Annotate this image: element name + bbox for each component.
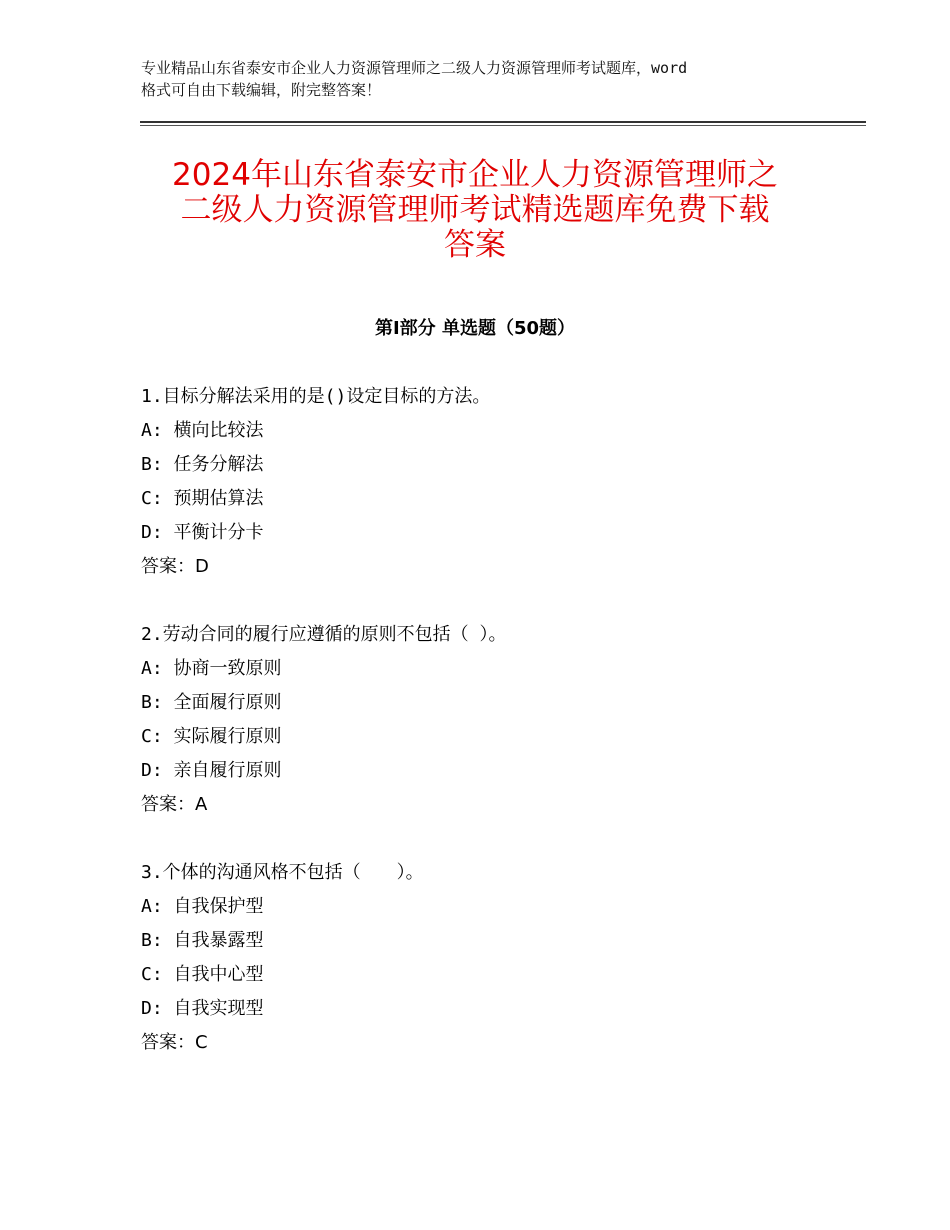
question-answer: 答案：C	[141, 1032, 208, 1053]
question-list	[141, 380, 861, 1094]
title-line: 二级人力资源管理师考试精选题库免费下载	[180, 192, 770, 228]
document-title	[100, 158, 850, 263]
question-option: C: 自我中心型	[141, 964, 264, 985]
question-option: D: 亲自履行原则	[141, 760, 282, 781]
question-item	[141, 618, 861, 822]
header-divider	[140, 121, 866, 126]
header-note	[141, 57, 831, 101]
header-note-line: 专业精品山东省泰安市企业人力资源管理师之二级人力资源管理师考试题库，word	[141, 59, 688, 77]
header-note-line: 格式可自由下载编辑，附完整答案！	[141, 81, 382, 99]
question-option: A: 协商一致原则	[141, 658, 282, 679]
title-line: 2024年山东省泰安市企业人力资源管理师之	[172, 157, 778, 193]
question-option: A: 自我保护型	[141, 896, 264, 917]
question-item	[141, 380, 861, 584]
title-line: 答案	[444, 227, 506, 263]
question-stem: 1.目标分解法采用的是()设定目标的方法。	[141, 386, 491, 407]
header-divider-thick	[140, 121, 866, 123]
question-option: C: 预期估算法	[141, 488, 264, 509]
question-option: C: 实际履行原则	[141, 726, 282, 747]
question-option: B: 任务分解法	[141, 454, 264, 475]
question-option: D: 平衡计分卡	[141, 522, 264, 543]
section-heading: 第Ⅰ部分 单选题（50题）	[374, 318, 575, 339]
question-stem: 2.劳动合同的履行应遵循的原则不包括（ ）。	[141, 624, 507, 645]
header-divider-thin	[140, 125, 866, 126]
question-stem: 3.个体的沟通风格不包括（ ）。	[141, 862, 424, 883]
question-option: B: 自我暴露型	[141, 930, 264, 951]
question-option: A: 横向比较法	[141, 420, 264, 441]
question-answer: 答案：A	[141, 794, 208, 815]
question-option: D: 自我实现型	[141, 998, 264, 1019]
question-option: B: 全面履行原则	[141, 692, 282, 713]
question-item	[141, 856, 861, 1060]
question-answer: 答案：D	[141, 556, 209, 577]
